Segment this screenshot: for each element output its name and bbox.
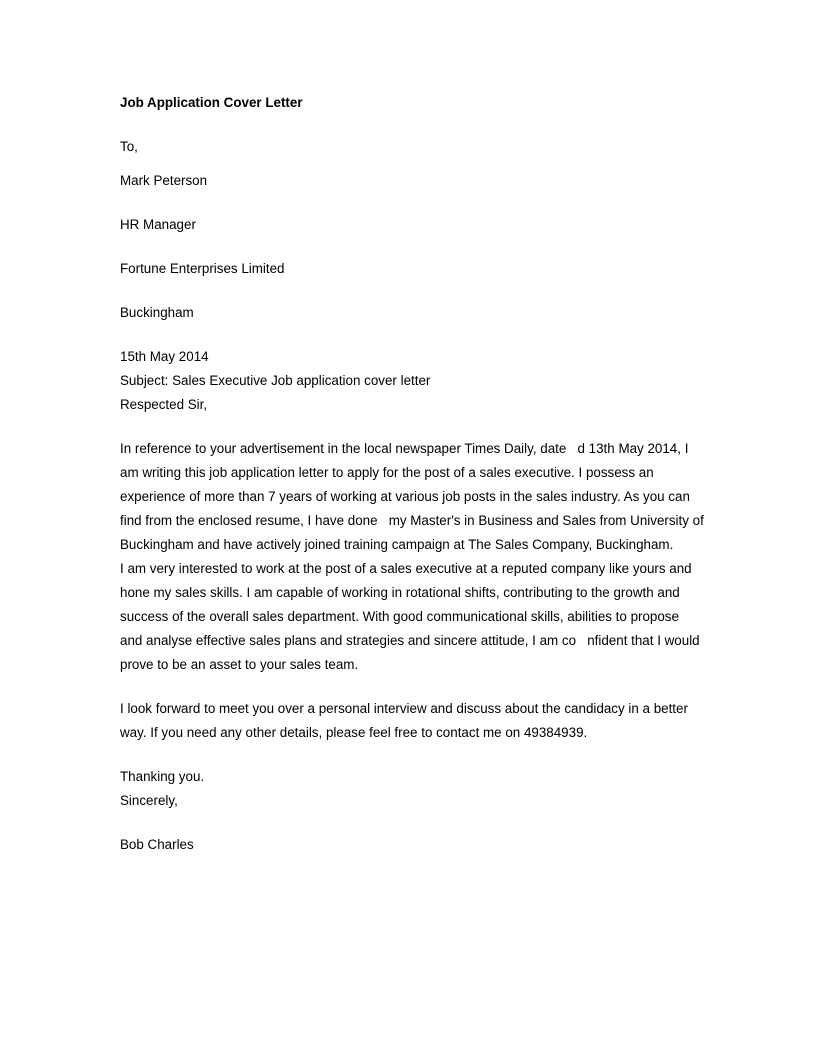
paragraph2-line: hone my sales skills. I am capable of working in rotational shifts, contributing to the growth and: [120, 585, 680, 600]
paragraph3-line: I look forward to meet you over a personal interview and discuss about the candidacy in a better: [120, 701, 688, 716]
recipient-position: HR Manager: [120, 217, 196, 232]
paragraph1-line: Buckingham and have actively joined training campaign at The Sales Company, Buckingham.: [120, 537, 674, 552]
letter-subject: Subject: Sales Executive Job application cover letter: [120, 373, 431, 388]
recipient-company: Fortune Enterprises Limited: [120, 261, 285, 276]
paragraph2-line: I am very interested to work at the post of a sales executive at a reputed company like yours and: [120, 561, 692, 576]
paragraph1-line: am writing this job application letter to apply for the post of a sales executive. I possess an: [120, 465, 654, 480]
paragraph1-line: experience of more than 7 years of working at various job posts in the sales industry. As you can: [120, 489, 690, 504]
recipient-city: Buckingham: [120, 305, 194, 320]
salutation-to: To,: [120, 139, 138, 154]
document-title: Job Application Cover Letter: [120, 95, 303, 110]
letter-date: 15th May 2014: [120, 349, 209, 364]
paragraph2-line: prove to be an asset to your sales team.: [120, 657, 359, 672]
paragraph2-line: success of the overall sales department. With good communicational skills, abilities to propose: [120, 609, 679, 624]
letter-greeting: Respected Sir,: [120, 397, 208, 412]
signature-name: Bob Charles: [120, 837, 194, 852]
paragraph1-line: find from the enclosed resume, I have done my Master's in Business and Sales from University of: [120, 513, 704, 528]
paragraph1-line: In reference to your advertisement in the local newspaper Times Daily, date d 13th May 2014, I: [120, 441, 689, 456]
recipient-name: Mark Peterson: [120, 173, 208, 188]
closing-line: Sincerely,: [120, 793, 178, 808]
paragraph3-line: way. If you need any other details, please feel free to contact me on 49384939.: [120, 725, 588, 740]
thanks-line: Thanking you.: [120, 769, 205, 784]
paragraph2-line: and analyse effective sales plans and strategies and sincere attitude, I am co nfident that I would: [120, 633, 700, 648]
